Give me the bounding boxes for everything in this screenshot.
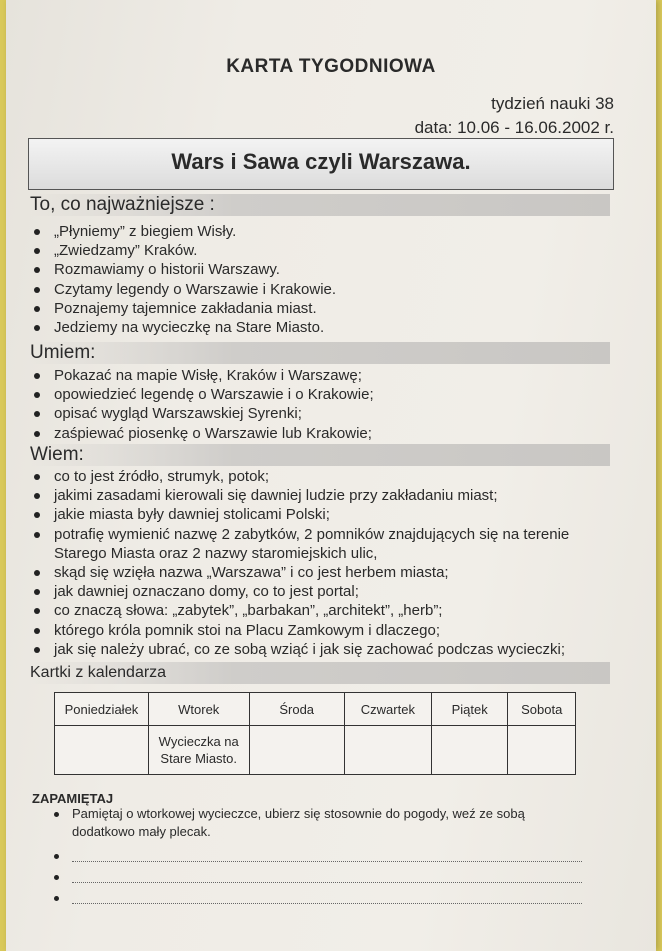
list-item: jakie miasta były dawniej stolicami Polski; [32,505,612,524]
page-title: KARTA TYGODNIOWA [226,56,436,77]
know-list [32,467,612,659]
week-dates: data: 10.06 - 16.06.2002 r. [414,118,614,137]
topic-title: Wars i Sawa czyli Warszawa. [171,149,471,174]
day-cell [508,726,576,775]
day-cell: Wycieczka na Stare Miasto. [148,726,249,775]
day-cell [344,726,431,775]
day-cell [55,726,149,775]
list-item: jak dawniej oznaczano domy, co to jest portal; [32,582,612,601]
blank-line-item [52,889,582,904]
dotted-line [72,889,582,904]
can-list [32,366,612,443]
list-item: opisać wygląd Warszawskiej Syrenki; [32,404,612,423]
list-item: „Zwiedzamy” Kraków. [32,241,612,260]
list-item: Poznajemy tajemnice zakładania miast. [32,299,612,318]
list-item: Pamiętaj o wtorkowej wycieczce, ubierz się stosownie do pogody, weź ze sobą dodatkowo mały plecak. [52,805,582,841]
day-cell [249,726,344,775]
section-heading-know: Wiem: [30,444,610,466]
list-item: Czytamy legendy o Warszawie i Krakowie. [32,280,612,299]
list-item: opowiedzieć legendę o Warszawie i o Krakowie; [32,385,612,404]
list-item: co to jest źródło, strumyk, potok; [32,467,612,486]
day-header: Wtorek [148,693,249,726]
list-item: którego króla pomnik stoi na Placu Zamkowym i dlaczego; [32,621,612,640]
day-header: Środa [249,693,344,726]
list-item: jak się należy ubrać, co ze sobą wziąć i jak się zachować podczas wycieczki; [32,640,612,659]
dotted-line [72,847,582,862]
remember-list [52,805,582,908]
important-list [32,222,612,337]
list-item: potrafię wymienić nazwę 2 zabytków, 2 pomników znajdujących się na terenie Starego Miasta oraz 2 nazwy staromiejskich ulic, [32,525,612,563]
week-info [415,92,614,140]
topic-banner [28,138,614,190]
remember-heading: ZAPAMIĘTAJ [32,791,114,806]
day-header: Czwartek [344,693,431,726]
day-cell [431,726,508,775]
list-item: skąd się wzięła nazwa „Warszawa” i co jest herbem miasta; [32,563,612,582]
table-row [55,726,576,775]
blank-line-item [52,847,582,862]
section-heading-calendar: Kartki z kalendarza [30,662,610,684]
day-header: Sobota [508,693,576,726]
table-header-row [55,693,576,726]
list-item: jakimi zasadami kierowali się dawniej ludzie przy zakładaniu miast; [32,486,612,505]
week-number: tydzień nauki 38 [491,94,614,113]
list-item: Jedziemy na wycieczkę na Stare Miasto. [32,318,612,337]
day-header: Poniedziałek [55,693,149,726]
blank-line-item [52,868,582,883]
list-item: zaśpiewać piosenkę o Warszawie lub Krakowie; [32,424,612,443]
list-item: Rozmawiamy o historii Warszawy. [32,260,612,279]
list-item: „Płyniemy” z biegiem Wisły. [32,222,612,241]
calendar-table [54,692,576,775]
section-heading-can: Umiem: [30,342,610,364]
day-header: Piątek [431,693,508,726]
section-heading-important: To, co najważniejsze : [30,194,610,216]
list-item: Pokazać na mapie Wisłę, Kraków i Warszawę; [32,366,612,385]
dotted-line [72,868,582,883]
list-item: co znaczą słowa: „zabytek”, „barbakan”, „architekt”, „herb”; [32,601,612,620]
